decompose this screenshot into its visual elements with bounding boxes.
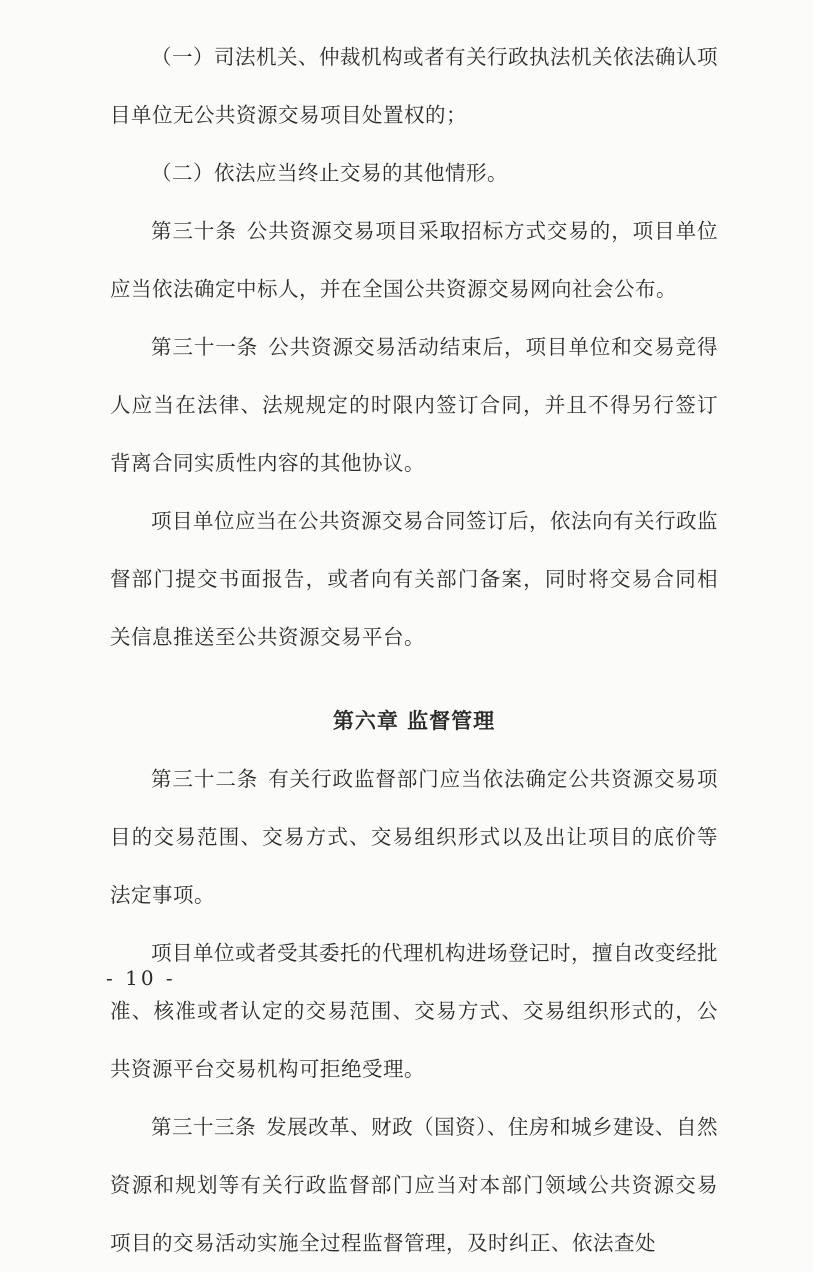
paragraph bbox=[110, 492, 718, 666]
article-number: 第三十三条 bbox=[151, 1115, 257, 1139]
article-paragraph bbox=[110, 202, 718, 318]
article-number: 第三十条 bbox=[151, 219, 237, 243]
paragraph-text: 项目单位应当在公共资源交易合同签订后，依法向有关行政监督部门提交书面报告，或者向有关部门备案，同时将交易合同相关信息推送至公共资源交易平台。 bbox=[110, 509, 718, 649]
document-body bbox=[110, 28, 718, 1272]
paragraph-text: 项目单位或者受其委托的代理机构进场登记时，擅自改变经批准、核准或者认定的交易范围、交易方式、交易组织形式的，公共资源平台交易机构可拒绝受理。 bbox=[110, 941, 718, 1081]
paragraph bbox=[110, 924, 718, 1098]
paragraph-text: （二）依法应当终止交易的其他情形。 bbox=[151, 161, 508, 185]
article-paragraph bbox=[110, 1098, 718, 1272]
paragraph-text: 有关行政监督部门应当依法确定公共资源交易项目的交易范围、交易方式、交易组织形式以及出让项目的底价等法定事项。 bbox=[110, 767, 719, 907]
article-paragraph bbox=[110, 750, 718, 924]
paragraph-text: 公共资源交易项目采取招标方式交易的，项目单位应当依法确定中标人，并在全国公共资源交易网向社会公布。 bbox=[110, 219, 719, 301]
paragraph-text: （一）司法机关、仲裁机构或者有关行政执法机关依法确认项目单位无公共资源交易项目处置权的； bbox=[110, 45, 718, 127]
article-number: 第三十二条 bbox=[151, 767, 259, 791]
chapter-title: 第六章 监督管理 bbox=[332, 709, 496, 733]
paragraph-text: 公共资源交易活动结束后，项目单位和交易竞得人应当在法律、法规规定的时限内签订合同，并且不得另行签订背离合同实质性内容的其他协议。 bbox=[110, 335, 719, 475]
paragraph bbox=[110, 28, 718, 144]
article-paragraph bbox=[110, 318, 718, 492]
page-number: - 10 - bbox=[106, 966, 176, 990]
article-number: 第三十一条 bbox=[151, 335, 259, 359]
section-gap bbox=[110, 666, 718, 692]
paragraph-text: 发展改革、财政（国资）、住房和城乡建设、自然资源和规划等有关行政监督部门应当对本部门领域公共资源交易项目的交易活动实施全过程监督管理，及时纠正、依法查处 bbox=[110, 1115, 719, 1255]
paragraph bbox=[110, 144, 718, 202]
